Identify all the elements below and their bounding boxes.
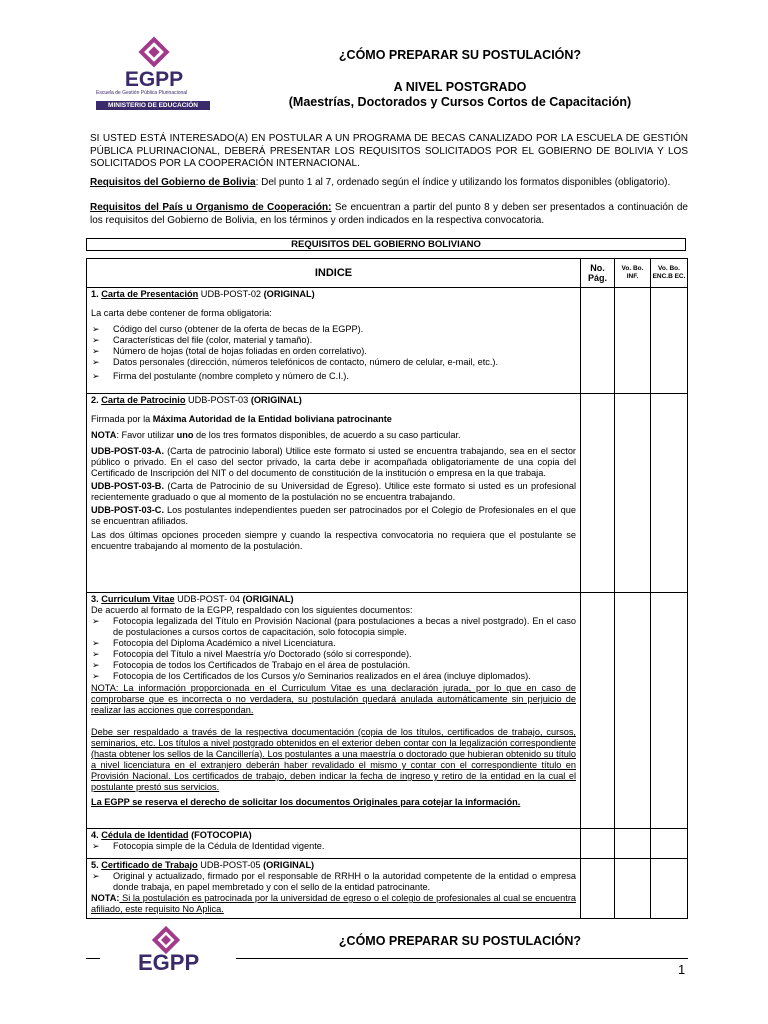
- arrow-bullet-icon: ➢: [92, 841, 100, 851]
- section-title: Carta de Presentación: [101, 289, 199, 299]
- intro-coop-req: [90, 202, 688, 227]
- page-subtitle: A NIVEL POSTGRADO: [393, 80, 527, 94]
- inf-cell: [615, 829, 651, 859]
- list-item-text: Fotocopia simple de la Cédula de Identidad vigente.: [113, 841, 325, 851]
- section-4-list: [91, 841, 576, 852]
- arrow-bullet-icon: ➢: [92, 649, 100, 659]
- intro-bolivia-req: [90, 177, 688, 190]
- section-2-signed: [91, 414, 576, 425]
- table-header-row: [87, 259, 688, 288]
- egpp-logo-small: [138, 926, 200, 975]
- page-subtitle-2: (Maestrías, Doctorados y Cursos Cortos de Capacitación): [288, 95, 632, 109]
- section-3-list: [91, 616, 576, 682]
- list-item: [91, 649, 576, 660]
- text: de los tres formatos disponibles, de acuerdo a su caso particular.: [193, 430, 461, 440]
- nota-label: NOTA: [91, 430, 117, 440]
- logo-ministry: MINISTERIO DE EDUCACIÓN: [96, 101, 210, 110]
- requirements-table: [86, 258, 688, 919]
- col-page-header: No. Pág.: [581, 259, 615, 288]
- list-item: [91, 371, 576, 382]
- inf-cell: [615, 288, 651, 394]
- enc-cell: [651, 394, 688, 593]
- text: Si la postulación es patrocinada por la universidad de egreso o el colegio de profesionales al cual se encuentra afiliado, este requisito No Aplica.: [91, 893, 576, 914]
- list-item: [91, 638, 576, 649]
- section-2-nota: [91, 430, 576, 441]
- egpp-diamond-icon: [92, 38, 216, 90]
- section-title: Curriculum Vitae: [101, 594, 175, 604]
- inf-cell: [615, 394, 651, 593]
- list-item: [91, 616, 576, 638]
- section-2-last: Las dos últimas opciones proceden siempre y cuando la respectiva convocatoria no requiera que el postulante se encuentre trabajando al momento de la postulación.: [91, 530, 576, 551]
- arrow-bullet-icon: ➢: [92, 346, 100, 356]
- arrow-bullet-icon: ➢: [92, 660, 100, 670]
- section-3-heading: [91, 594, 576, 605]
- arrow-bullet-icon: ➢: [92, 616, 100, 626]
- form-code: UDB-POST-03-A.: [91, 446, 164, 456]
- section-code: UDB-POST-02: [198, 289, 264, 299]
- list-item: [91, 871, 576, 893]
- section-1-lead: La carta debe contener de forma obligatoria:: [91, 308, 272, 318]
- bolivia-req-label: Requisitos del Gobierno de Bolivia: [90, 177, 256, 188]
- list-item-text: Fotocopia de los Certificados de los Cursos y/o Seminarios realizados en el área (incluye diplomados).: [113, 671, 531, 681]
- coop-req-label: Requisitos del País u Organismo de Cooperación:: [90, 202, 332, 213]
- section-3-nota: NOTA: La información proporcionada en el Curriculum Vitae es una declaración jurada, por lo que en caso de comprobarse que es incorrecta o no verdadera, su postulación quedará anulada automáticamente sin perjuicio de realizar las acciones que correspondan.: [91, 683, 576, 715]
- arrow-bullet-icon: ➢: [92, 357, 100, 367]
- section-2-cell: [87, 394, 581, 593]
- table-row: [87, 394, 688, 593]
- text-bold: uno: [176, 430, 194, 440]
- section-code: UDB-POST-05: [197, 860, 264, 870]
- text: : Favor utilizar: [116, 430, 177, 440]
- page-cell: [581, 829, 615, 859]
- section-3-respaldo: Debe ser respaldado a través de la respectiva documentación (copia de los títulos, certificados de trabajo, cursos, seminarios, etc. Los títulos a nivel postgrado obtenidos en el exterior deben contar con la legalización correspondiente (hasta obtener los sellos de la Cancillería). Los postulantes a una maestría o doctorado que hubieran obtenido su título a nivel licenciatura en el extranjero deberán haber revalidado el mismo y contar con el correspondiente título en Provisión Nacional. Los certificados de trabajo, deben indicar la fecha de ingreso y retiro de la entidad en la cual el postulante prestó sus servicios.: [91, 727, 576, 792]
- section-3-reserva: La EGPP se reserva el derecho de solicitar los documentos Originales para cotejar la información.: [91, 797, 521, 807]
- section-title: Cédula de Identidad: [101, 830, 189, 840]
- section-5-list: [91, 871, 576, 893]
- intro-paragraph: SI USTED ESTÁ INTERESADO(A) EN POSTULAR A UN PROGRAMA DE BECAS CANALIZADO POR LA ESCUELA DE GESTIÓN PÚBLICA PLURINACIONAL, DEBERÁ PRESENTAR LOS REQUISITOS SOLICITADOS POR EL GOBIERNO DE BOLIVIA Y LOS SOLICITADOS POR LA COOPERACIÓN INTERNACIONAL.: [90, 133, 688, 169]
- section-1-heading: [91, 289, 576, 300]
- page-cell: [581, 394, 615, 593]
- form-code: UDB-POST-03-B.: [91, 481, 164, 491]
- table-row: [87, 288, 688, 394]
- list-item-text: Datos personales (dirección, números telefónicos de contacto, número de celular, e-mail, etc.).: [113, 357, 499, 367]
- arrow-bullet-icon: ➢: [92, 671, 100, 681]
- table-row: [87, 829, 688, 859]
- table-row: [87, 859, 688, 919]
- egpp-logo: [92, 38, 216, 112]
- section-3-cell: [87, 593, 581, 829]
- section-5-nota: [91, 893, 576, 915]
- list-item-text: Original y actualizado, firmado por el responsable de RRHH o la autoridad competente de la entidad o empresa donde trabaja, en papel membretado y con el sello de la entidad patrocinante.: [113, 871, 576, 892]
- list-item-text: Fotocopia legalizada del Título en Provisión Nacional (para postulaciones a becas a nivel postgrado). En el caso de postulaciones a cursos cortos de capacitación, solo fotocopia simple.: [113, 616, 576, 637]
- section-num: 2.: [91, 395, 102, 405]
- table-row: [87, 593, 688, 829]
- section-5-heading: [91, 860, 576, 871]
- arrow-bullet-icon: ➢: [92, 324, 100, 334]
- text: Los postulantes independientes pueden ser patrocinados por el Colegio de Profesionales en el que se encuentran afiliados.: [91, 505, 576, 526]
- list-item-text: Fotocopia del Diploma Académico a nivel Licenciatura.: [113, 638, 336, 648]
- enc-cell: [651, 288, 688, 394]
- text: (Carta de patrocinio laboral) Utilice este formato si usted se encuentra trabajando, sea en el sector público o privado. En el caso del sector privado, la carta debe ir acompañada obligatoriamente de una copia del Certificado de Inscripción del NIT o del documento de constitución de la institución o empresa en la que trabaja.: [91, 446, 576, 478]
- list-item-text: Código del curso (obtener de la oferta de becas de la EGPP).: [113, 324, 364, 334]
- text: (Carta de Patrocinio de su Universidad de Egreso). Utilice este formato si usted es un profesional recientemente graduado o que al momento de la postulación no se encuentra trabajando.: [91, 481, 576, 502]
- footer-rule-right: [236, 958, 688, 959]
- page-title: ¿CÓMO PREPARAR SU POSTULACIÓN?: [338, 48, 582, 62]
- section-title: Carta de Patrocinio: [101, 395, 186, 405]
- page-cell: [581, 859, 615, 919]
- section-title: Certificado de Trabajo: [101, 860, 198, 870]
- section-tag: (ORIGINAL): [263, 860, 315, 870]
- col-index-header: INDICE: [87, 259, 581, 288]
- next-page-title: ¿CÓMO PREPARAR SU POSTULACIÓN?: [338, 934, 582, 948]
- section-2-option-c: [91, 505, 576, 527]
- col-enc-header: Vo. Bo. ENC.B EC.: [651, 259, 688, 288]
- requirements-banner: REQUISITOS DEL GOBIERNO BOLIVIANO: [86, 238, 686, 251]
- section-4-heading: [91, 830, 576, 841]
- section-num: 1.: [91, 289, 102, 299]
- list-item: [91, 660, 576, 671]
- section-2-heading: [91, 395, 576, 406]
- arrow-bullet-icon: ➢: [92, 371, 100, 381]
- section-1-cell: [87, 288, 581, 394]
- arrow-bullet-icon: ➢: [92, 638, 100, 648]
- list-item: [91, 335, 576, 346]
- section-1-list: [91, 324, 576, 382]
- list-item-text: Fotocopia de todos los Certificados de Trabajo en el área de postulación.: [113, 660, 411, 670]
- list-item: [91, 346, 576, 357]
- text-bold: Máxima Autoridad de la Entidad boliviana patrocinante: [152, 414, 392, 424]
- section-4-cell: [87, 829, 581, 859]
- section-3-lead: De acuerdo al formato de la EGPP, respaldado con los siguientes documentos:: [91, 605, 413, 615]
- section-code: UDB-POST-03: [185, 395, 251, 405]
- col-inf-header: Vo. Bo. INF.: [615, 259, 651, 288]
- section-tag: (ORIGINAL): [250, 395, 302, 405]
- section-2-option-b: [91, 481, 576, 503]
- section-num: 3.: [91, 594, 102, 604]
- section-tag: (FOTOCOPIA): [188, 830, 252, 840]
- egpp-diamond-icon: [138, 926, 200, 975]
- list-item-text: Características del file (color, material y tamaño).: [113, 335, 313, 345]
- section-5-cell: [87, 859, 581, 919]
- list-item: [91, 841, 576, 852]
- list-item: [91, 357, 576, 368]
- footer-rule-left: [86, 958, 100, 959]
- section-tag: (ORIGINAL): [263, 289, 315, 299]
- section-code: UDB-POST- 04: [174, 594, 243, 604]
- inf-cell: [615, 593, 651, 829]
- logo-text: EGPP: [138, 950, 200, 975]
- coop-req-text: Se encuentran a partir del punto 8 y deben ser presentados a continuación de los requisitos del Gobierno de Bolivia, en los términos y orden indicados en la respectiva convocatoria.: [90, 202, 688, 226]
- section-tag: (ORIGINAL): [242, 594, 294, 604]
- list-item-text: Número de hojas (total de hojas foliadas en orden correlativo).: [113, 346, 367, 356]
- enc-cell: [651, 593, 688, 829]
- svg-text:EGPP: EGPP: [124, 68, 184, 91]
- form-code: UDB-POST-03-C.: [91, 505, 164, 515]
- section-2-option-a: [91, 446, 576, 479]
- bolivia-req-text: : Del punto 1 al 7, ordenado según el índice y utilizando los formatos disponibles (obligatorio).: [255, 177, 671, 188]
- section-num: 4.: [91, 830, 102, 840]
- list-item: [91, 671, 576, 682]
- enc-cell: [651, 829, 688, 859]
- arrow-bullet-icon: ➢: [92, 335, 100, 345]
- list-item-text: Fotocopia del Título a nivel Maestría y/o Doctorado (sólo si corresponde).: [113, 649, 412, 659]
- enc-cell: [651, 859, 688, 919]
- logo-org-name: Escuela de Gestión Pública Plurinacional: [96, 90, 188, 96]
- page-cell: [581, 288, 615, 394]
- arrow-bullet-icon: ➢: [92, 871, 100, 881]
- list-item-text: Firma del postulante (nombre completo y número de C.I.).: [113, 371, 349, 381]
- list-item: [91, 324, 576, 335]
- text: Firmada por la: [91, 414, 153, 424]
- section-num: 5.: [91, 860, 102, 870]
- nota-label: NOTA:: [91, 893, 120, 903]
- page-number: 1: [678, 962, 686, 977]
- page-cell: [581, 593, 615, 829]
- inf-cell: [615, 859, 651, 919]
